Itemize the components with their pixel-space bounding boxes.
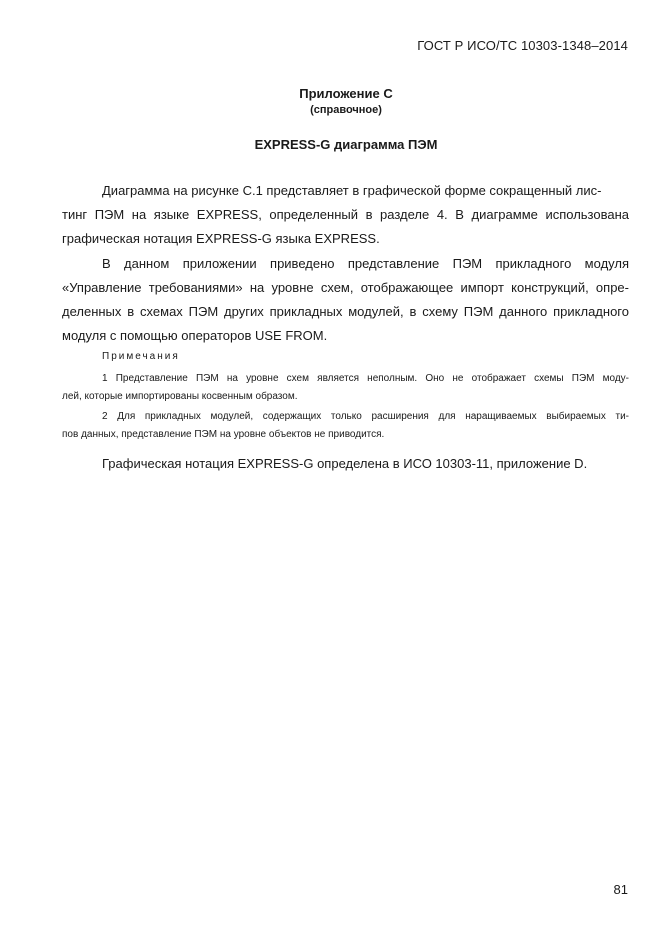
note2-line2: пов данных, представление ПЭМ на уровне объектов не приводится. xyxy=(62,429,385,440)
paragraph1-line2: тинг ПЭМ на языке EXPRESS, определенный в разделе 4. В диаграмме использована xyxy=(62,207,629,222)
note1-line1: 1 Представление ПЭМ на уровне схем является неполным. Оно не отображает схемы ПЭМ моду- xyxy=(102,373,629,384)
paragraph2-line2: «Управление требованиями» на уровне схем, отображающее импорт конструкций, опре- xyxy=(62,280,629,295)
paragraph3: Графическая нотация EXPRESS-G определена в ИСО 10303-11, приложение D. xyxy=(102,456,588,471)
paragraph1-line3: графическая нотация EXPRESS-G языка EXPRESS. xyxy=(62,231,380,246)
section-title: EXPRESS-G диаграмма ПЭМ xyxy=(254,137,438,152)
annex-title: Приложение С xyxy=(299,86,393,101)
paragraph2-line3: деленных в схемах ПЭМ других прикладных модулей, в схему ПЭМ данного прикладного xyxy=(62,304,629,319)
paragraph2-line1: В данном приложении приведено представление ПЭМ прикладного модуля xyxy=(102,256,629,271)
paragraph2-line4: модуля с помощью операторов USE FROM. xyxy=(62,328,328,343)
note2-line1: 2 Для прикладных модулей, содержащих только расширения для наращиваемых выбираемых ти- xyxy=(102,411,629,422)
annex-subtitle: (справочное) xyxy=(310,104,382,116)
note1-line2: лей, которые импортированы косвенным образом. xyxy=(62,391,298,402)
notes-label: Примечания xyxy=(102,351,180,362)
standard-header: ГОСТ Р ИСО/ТС 10303-1348–2014 xyxy=(417,38,628,53)
paragraph1-line1-text: Диаграмма на рисунке С.1 представляет в графической форме сокращенный лис- xyxy=(102,183,602,198)
page-number: 81 xyxy=(613,882,628,897)
paragraph1-line1 xyxy=(102,183,629,198)
